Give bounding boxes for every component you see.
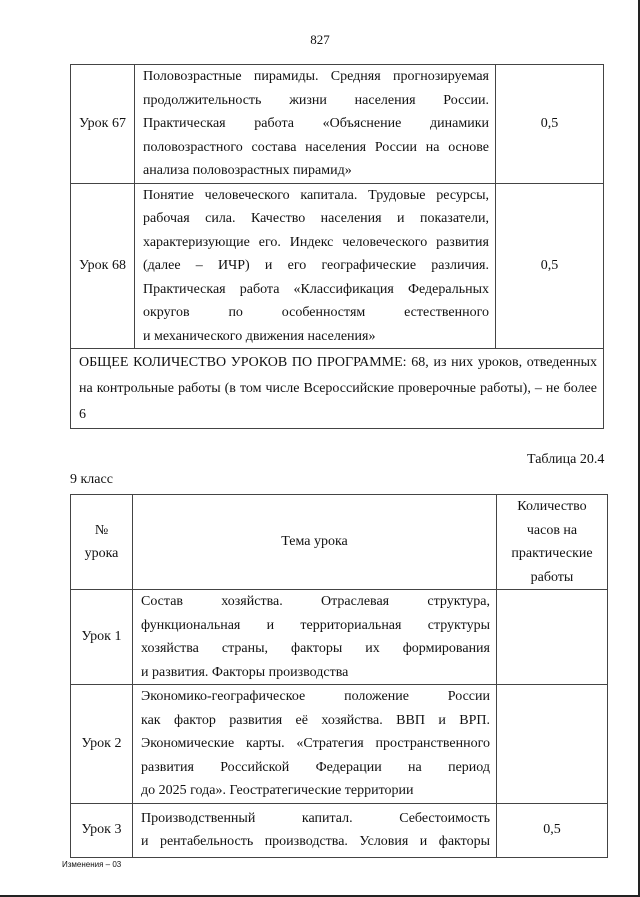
summary-row bbox=[71, 349, 604, 429]
practical-hours: 0,5 bbox=[496, 183, 604, 349]
table-row bbox=[71, 65, 604, 184]
lesson-topic: Производственный капитал. Себестоимость и рентабельность производства. Условия и факторы bbox=[133, 803, 497, 857]
header-practical-hours: Количество часов на практические работы bbox=[497, 495, 608, 590]
lessons-table-grade8 bbox=[70, 64, 604, 429]
practical-hours: 0,5 bbox=[497, 803, 608, 857]
total-lessons-summary: ОБЩЕЕ КОЛИЧЕСТВО УРОКОВ ПО ПРОГРАММЕ: 68, из них уроков, отведенных на контрольные работы (в том числе Всероссийские проверочные работы), – не более 6 bbox=[71, 349, 604, 429]
practical-hours bbox=[497, 685, 608, 804]
lesson-number: Урок 2 bbox=[71, 685, 133, 804]
table-row bbox=[71, 803, 608, 857]
lesson-number: Урок 67 bbox=[71, 65, 135, 184]
lesson-number: Урок 1 bbox=[71, 590, 133, 685]
page-number: 827 bbox=[310, 32, 330, 47]
header-lesson-number: № урока bbox=[71, 495, 133, 590]
footer-revision: Изменения – 03 bbox=[62, 860, 122, 869]
table-row bbox=[71, 183, 604, 349]
table-caption: Таблица 20.4 bbox=[527, 452, 605, 467]
lesson-topic: Экономико-географическое положение России как фактор развития её хозяйства. ВВП и ВРП. Экономические карты. «Стратегия пространственного развития Российской Федерации на период до 2025 года». Геостратегические территории bbox=[133, 685, 497, 804]
practical-hours bbox=[497, 590, 608, 685]
table-row bbox=[71, 590, 608, 685]
lesson-number: Урок 3 bbox=[71, 803, 133, 857]
lesson-topic: Понятие человеческого капитала. Трудовые ресурсы, рабочая сила. Качество населения и показатели, характеризующие его. Индекс человеческого развития (далее – ИЧР) и его географические различия. Практическая работа «Классификация Федеральных округов по особенностям естественного и механического движения населения» bbox=[135, 183, 496, 349]
lessons-table-grade9 bbox=[70, 494, 608, 858]
table-row bbox=[71, 685, 608, 804]
lesson-number: Урок 68 bbox=[71, 183, 135, 349]
grade-heading: 9 класс bbox=[70, 472, 113, 487]
lesson-topic: Половозрастные пирамиды. Средняя прогнозируемая продолжительность жизни населения России. Практическая работа «Объяснение динамики половозрастного состава населения России на основе анализа половозрастных пирамид» bbox=[135, 65, 496, 184]
practical-hours: 0,5 bbox=[496, 65, 604, 184]
header-topic: Тема урока bbox=[133, 495, 497, 590]
lesson-topic: Состав хозяйства. Отраслевая структура, функциональная и территориальная структуры хозяйства страны, факторы их формирования и развития. Факторы производства bbox=[133, 590, 497, 685]
table-header-row bbox=[71, 495, 608, 590]
